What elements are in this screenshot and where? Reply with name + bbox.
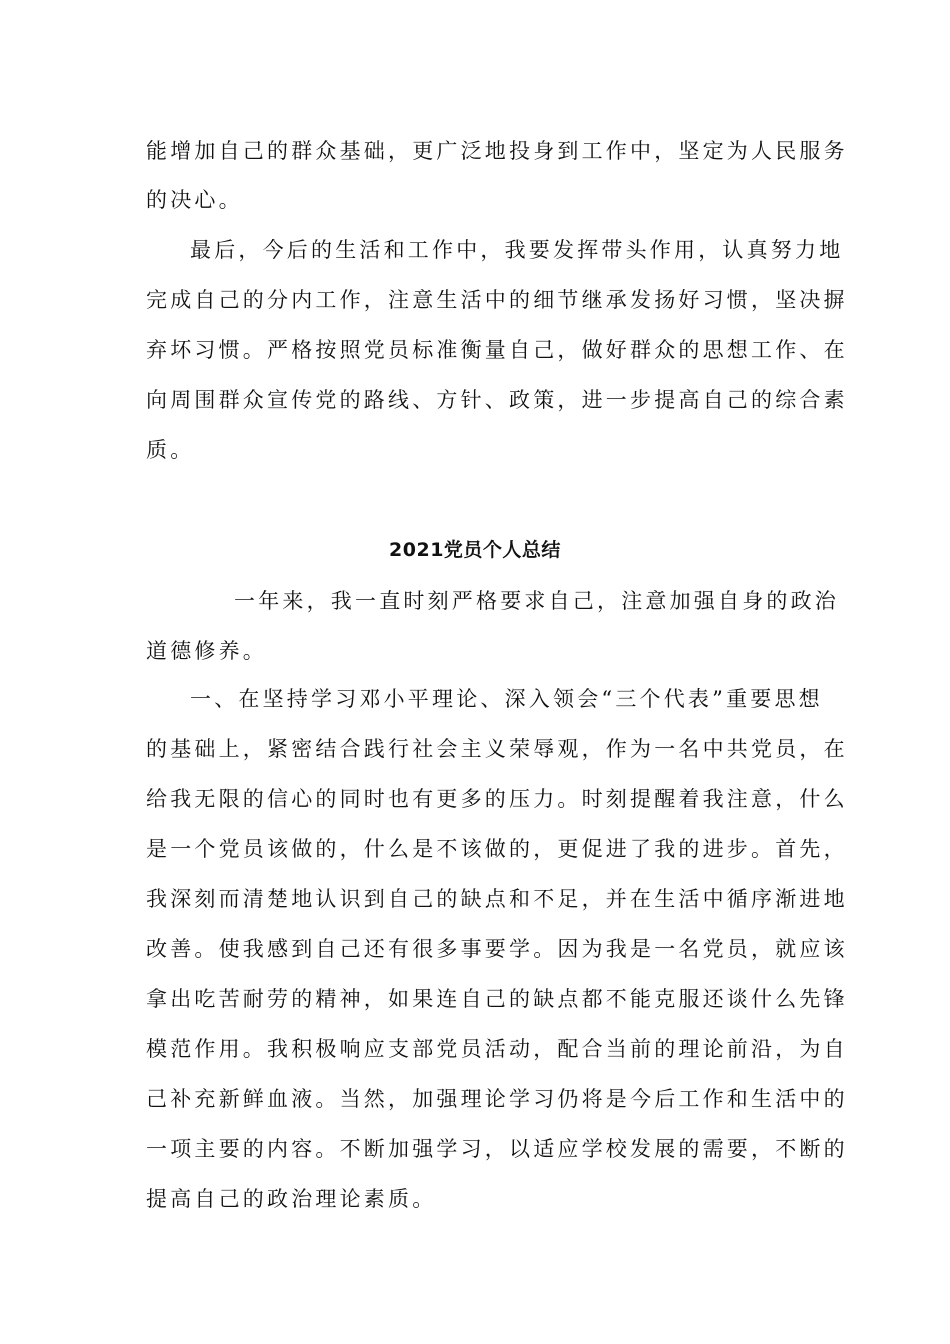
paragraph-line: 一项主要的内容。不断加强学习，以适应学校发展的需要，不断的 bbox=[146, 1137, 848, 1161]
paragraph-line: 己补充新鲜血液。当然，加强理论学习仍将是今后工作和生活中的 bbox=[146, 1087, 848, 1111]
paragraph-line: 改善。使我感到自己还有很多事要学。因为我是一名党员，就应该 bbox=[146, 937, 848, 961]
paragraph-line: 向周围群众宣传党的路线、方针、政策，进一步提高自己的综合素 bbox=[146, 388, 848, 412]
paragraph-line: 模范作用。我积极响应支部党员活动，配合当前的理论前沿，为自 bbox=[146, 1037, 848, 1061]
paragraph-line: 完成自己的分内工作，注意生活中的细节继承发扬好习惯，坚决摒 bbox=[146, 288, 848, 312]
paragraph-line: 最后，今后的生活和工作中，我要发挥带头作用，认真努力地 bbox=[190, 238, 844, 262]
paragraph-line: 质。 bbox=[146, 438, 195, 462]
paragraph-line: 的决心。 bbox=[146, 188, 243, 212]
paragraph-line: 道德修养。 bbox=[146, 639, 267, 663]
paragraph-line: 弃坏习惯。严格按照党员标准衡量自己，做好群众的思想工作、在 bbox=[146, 338, 848, 362]
paragraph-line: 一、在坚持学习邓小平理论、深入领会“三个代表”重要思想 bbox=[190, 687, 823, 711]
paragraph-line: 一年来，我一直时刻严格要求自己，注意加强自身的政治 bbox=[234, 589, 839, 613]
paragraph-line: 是一个党员该做的，什么是不该做的，更促进了我的进步。首先， bbox=[146, 837, 848, 861]
paragraph-line: 给我无限的信心的同时也有更多的压力。时刻提醒着我注意，什么 bbox=[146, 787, 848, 811]
paragraph-line: 能增加自己的群众基础，更广泛地投身到工作中，坚定为人民服务 bbox=[146, 139, 848, 163]
section-title: 2021党员个人总结 bbox=[389, 539, 561, 561]
paragraph-line: 拿出吃苦耐劳的精神，如果连自己的缺点都不能克服还谈什么先锋 bbox=[146, 987, 848, 1011]
paragraph-line: 我深刻而清楚地认识到自己的缺点和不足，并在生活中循序渐进地 bbox=[146, 887, 848, 911]
paragraph-line: 提高自己的政治理论素质。 bbox=[146, 1187, 437, 1211]
paragraph-line: 的基础上，紧密结合践行社会主义荣辱观，作为一名中共党员，在 bbox=[146, 737, 848, 761]
